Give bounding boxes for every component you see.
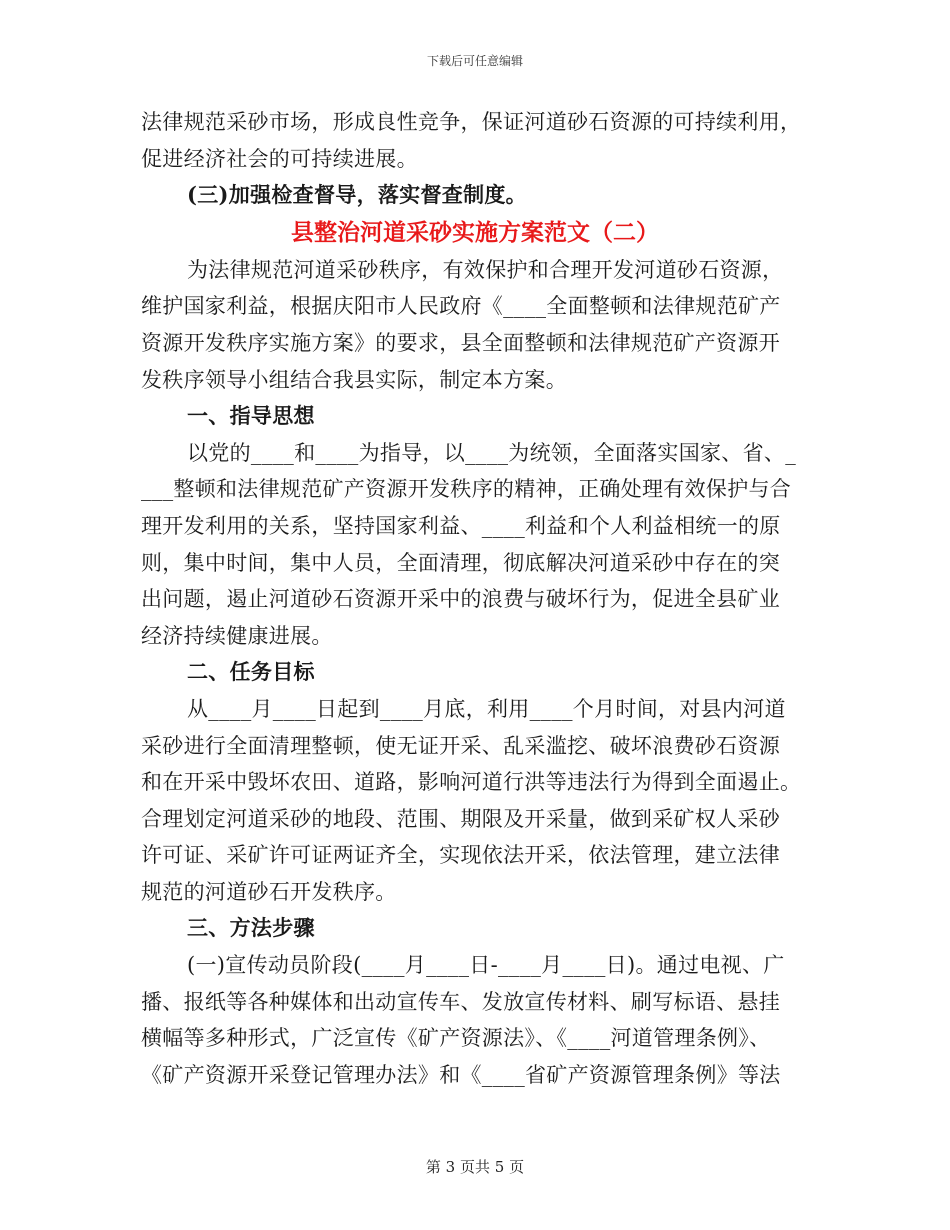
- text-line: 为法律规范河道采砂秩序，有效保护和合理开发河道砂石资源，: [187, 257, 784, 282]
- text-line: 出问题，遏止河道砂石资源开采中的浪费与破坏行为，促进全县矿业: [141, 587, 780, 612]
- text-line: 和在开采中毁坏农田、道路，影响河道行洪等违法行为得到全面遏止。: [141, 770, 802, 795]
- text-line: 采砂进行全面清理整顿，使无证开采、乱采滥挖、破坏浪费砂石资源: [141, 733, 780, 758]
- document-title: 县整治河道采砂实施方案范文（二）: [291, 218, 659, 246]
- paragraph-steps: [141, 947, 809, 1093]
- text-line: 维护国家利益，根据庆阳市人民政府《____全面整顿和法律规范矿产: [141, 294, 781, 319]
- page-header: 下载后可任意编辑: [426, 54, 523, 68]
- text-line: 从____月____日起到____月底，利用____个月时间，对县内河道: [187, 696, 786, 721]
- section-heading-guide: 一、指导思想: [187, 403, 315, 429]
- text-line: 播、报纸等各种媒体和出动宣传车、发放宣传材料、刷写标语、悬挂: [141, 989, 780, 1014]
- text-line: 合理划定河道采砂的地段、范围、期限及开采量，做到采矿权人采砂: [141, 806, 780, 831]
- paragraph-guide: [141, 435, 809, 655]
- section-heading-goal: 二、任务目标: [187, 659, 315, 685]
- page-footer: 第 3 页共 5 页: [425, 1158, 525, 1176]
- text-line: 理开发利用的关系，坚持国家利益、____利益和个人利益相统一的原: [141, 513, 781, 538]
- text-line: 促进经济社会的可持续进展。: [141, 146, 418, 171]
- text-line: 则，集中时间，集中人员，全面清理，彻底解决河道采砂中存在的突: [141, 550, 780, 575]
- text-line: 《矿产资源开采登记管理办法》和《____省矿产资源管理条例》等法: [141, 1062, 781, 1087]
- paragraph-goal: [141, 691, 809, 911]
- text-line: (一)宣传动员阶段(____月____日-____月____日)。通过电视、广: [187, 953, 785, 978]
- section-heading-check: (三)加强检查督导，落实督查制度。: [187, 182, 527, 208]
- text-line: 规范的河道砂石开发秩序。: [141, 879, 397, 904]
- paragraph-intro: [141, 252, 809, 398]
- text-line: 许可证、采矿许可证两证齐全，实现依法开采，依法管理，建立法律: [141, 843, 780, 868]
- text-line: 横幅等多种形式，广泛宣传《矿产资源法》、《____河道管理条例》、: [141, 1026, 771, 1051]
- text-line: ___整顿和法律规范矿产资源开发秩序的精神，正确处理有效保护与合: [141, 477, 792, 502]
- paragraph-continuation: [141, 104, 809, 177]
- document-body: [141, 104, 809, 1093]
- text-line: 资源开发秩序实施方案》的要求，县全面整顿和法律规范矿产资源开: [141, 330, 780, 355]
- text-line: 经济持续健康进展。: [141, 623, 333, 648]
- section-heading-steps: 三、方法步骤: [187, 915, 315, 941]
- text-line: 发秩序领导小组结合我县实际，制定本方案。: [141, 367, 567, 392]
- text-line: 法律规范采砂市场，形成良性竞争，保证河道砂石资源的可持续利用，: [141, 110, 802, 134]
- text-line: 以党的____和____为指导，以____为统领，全面落实国家、省、_: [187, 440, 796, 465]
